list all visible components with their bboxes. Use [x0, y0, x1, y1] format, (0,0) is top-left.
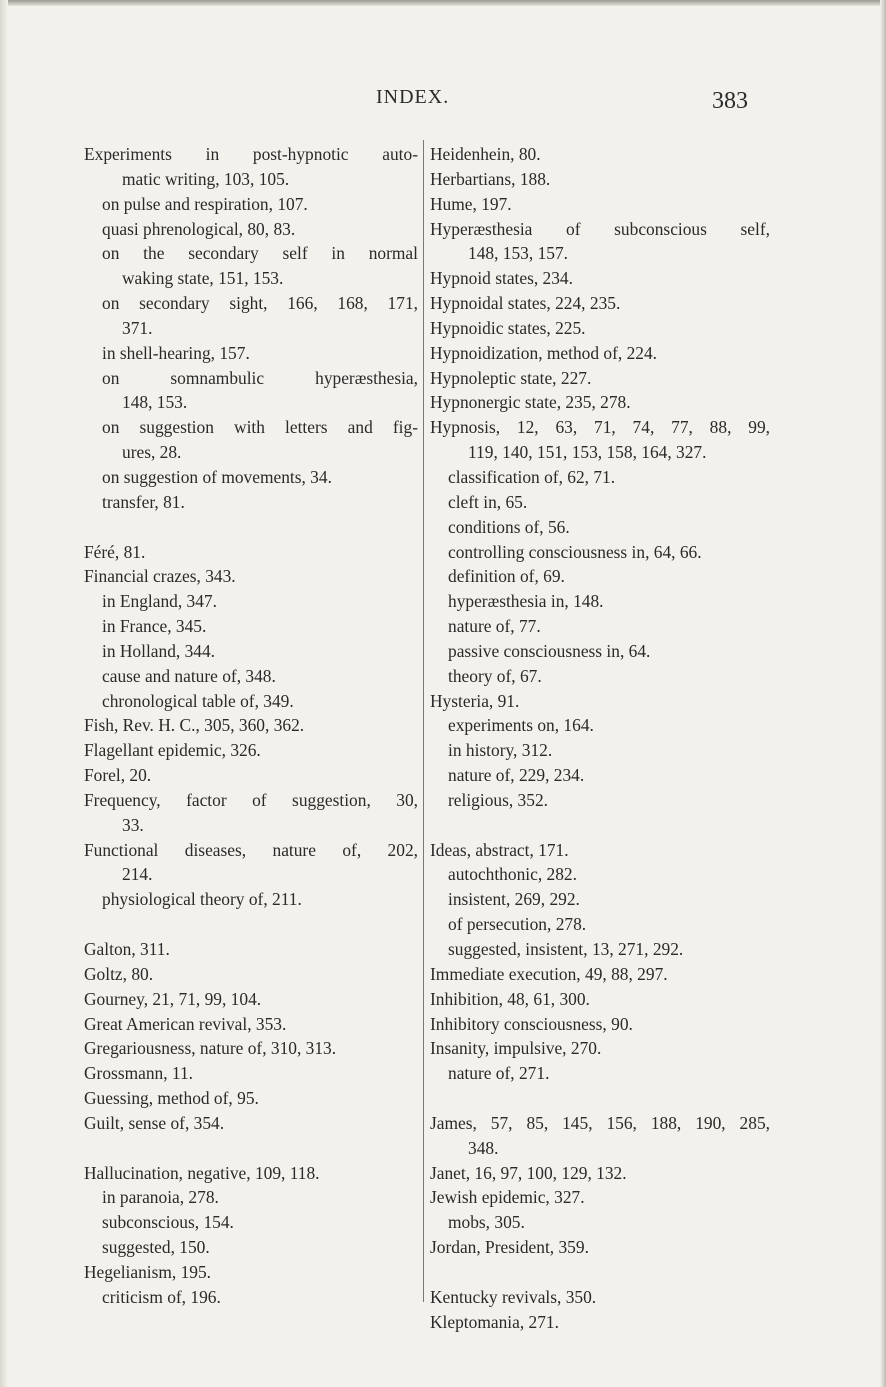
index-entry: Hypnoidal states, 224, 235. — [430, 293, 621, 314]
index-subentry: 214. — [122, 864, 153, 885]
index-entry: James, 57, 85, 145, 156, 188, 190, 285, — [430, 1112, 770, 1133]
index-entry: Frequency, factor of suggestion, 30, — [84, 789, 418, 810]
index-entry: Hypnoid states, 234. — [430, 268, 573, 289]
index-subentry: religious, 352. — [448, 789, 548, 810]
index-column-left — [84, 142, 418, 1310]
index-subentry: 148, 153, 157. — [468, 243, 568, 264]
index-subentry: conditions of, 56. — [448, 516, 570, 537]
index-entry: Féré, 81. — [84, 541, 146, 562]
index-entry: Functional diseases, nature of, 202, — [84, 839, 418, 860]
index-subentry: on suggestion of movements, 34. — [102, 466, 332, 487]
index-subentry: 371. — [122, 317, 153, 338]
index-subentry: of persecution, 278. — [448, 914, 587, 935]
index-entry: Guessing, method of, 95. — [84, 1088, 259, 1109]
page-edge-top — [0, 0, 886, 6]
index-entry: Kleptomania, 271. — [430, 1311, 559, 1332]
index-gap — [430, 1086, 770, 1111]
index-gap — [84, 912, 418, 937]
index-entry: Hysteria, 91. — [430, 690, 520, 711]
index-entry: Great American revival, 353. — [84, 1013, 287, 1034]
index-entry: Inhibition, 48, 61, 300. — [430, 988, 590, 1009]
index-subentry: experiments on, 164. — [448, 715, 594, 736]
index-entry: Inhibitory consciousness, 90. — [430, 1013, 633, 1034]
index-subentry: mobs, 305. — [448, 1212, 525, 1233]
index-entry: Jewish epidemic, 327. — [430, 1187, 585, 1208]
index-subentry: in France, 345. — [102, 616, 207, 637]
index-entry: Hallucination, negative, 109, 118. — [84, 1162, 320, 1183]
index-subentry: 148, 153. — [122, 392, 188, 413]
index-subentry: cleft in, 65. — [448, 491, 528, 512]
index-subentry: in paranoia, 278. — [102, 1187, 219, 1208]
index-entry: Kentucky revivals, 350. — [430, 1286, 597, 1307]
index-subentry: on pulse and respiration, 107. — [102, 193, 308, 214]
index-entry: Hume, 197. — [430, 193, 512, 214]
index-subentry: in history, 312. — [448, 740, 553, 761]
index-entry: Hypnosis, 12, 63, 71, 74, 77, 88, 99, — [430, 417, 770, 438]
index-subentry: in Holland, 344. — [102, 640, 216, 661]
index-subentry: subconscious, 154. — [102, 1212, 234, 1233]
index-column-right — [430, 142, 770, 1335]
page-number: 383 — [712, 88, 748, 114]
index-subentry: 119, 140, 151, 153, 158, 164, 327. — [468, 442, 707, 463]
index-gap — [430, 1260, 770, 1285]
index-subentry: chronological table of, 349. — [102, 690, 294, 711]
index-entry: Herbartians, 188. — [430, 168, 551, 189]
index-subentry: controlling consciousness in, 64, 66. — [448, 541, 702, 562]
index-entry: Insanity, impulsive, 270. — [430, 1038, 602, 1059]
index-entry: Hyperæsthesia of subconscious self, — [430, 218, 770, 239]
index-subentry: matic writing, 103, 105. — [122, 168, 290, 189]
index-subentry: in England, 347. — [102, 591, 217, 612]
page-edge-right — [880, 0, 886, 1387]
index-entry: Galton, 311. — [84, 939, 170, 959]
index-subentry: waking state, 151, 153. — [122, 268, 284, 289]
index-subentry: criticism of, 196. — [102, 1286, 221, 1307]
column-divider — [423, 140, 424, 1302]
running-head: INDEX. — [376, 86, 450, 108]
index-entry: Immediate execution, 49, 88, 297. — [430, 963, 668, 984]
index-entry: Gourney, 21, 71, 99, 104. — [84, 988, 262, 1009]
index-entry: Ideas, abstract, 171. — [430, 839, 569, 860]
index-gap — [430, 813, 770, 838]
index-subentry: 348. — [468, 1137, 499, 1158]
index-subentry: hyperæsthesia in, 148. — [448, 591, 604, 612]
index-subentry: cause and nature of, 348. — [102, 665, 276, 686]
index-entry: Janet, 16, 97, 100, 129, 132. — [430, 1162, 627, 1183]
index-entry: Guilt, sense of, 354. — [84, 1112, 225, 1133]
index-subentry: transfer, 81. — [102, 491, 185, 512]
index-entry: Hypnonergic state, 235, 278. — [430, 392, 631, 413]
index-entry: Flagellant epidemic, 326. — [84, 740, 261, 761]
index-subentry: suggested, insistent, 13, 271, 292. — [448, 939, 684, 959]
index-entry: Fish, Rev. H. C., 305, 360, 362. — [84, 715, 305, 736]
index-subentry: nature of, 271. — [448, 1063, 550, 1084]
index-entry: Hypnoidization, method of, 224. — [430, 342, 658, 363]
index-subentry: nature of, 229, 234. — [448, 765, 585, 786]
index-subentry: autochthonic, 282. — [448, 864, 577, 885]
index-entry: Heidenhein, 80. — [430, 144, 541, 164]
index-subentry: classification of, 62, 71. — [448, 466, 616, 487]
index-subentry: definition of, 69. — [448, 566, 565, 587]
index-subentry: on secondary sight, 166, 168, 171, — [102, 293, 418, 314]
index-subentry: quasi phrenological, 80, 83. — [102, 218, 296, 239]
index-entry: Hypnoleptic state, 227. — [430, 367, 592, 388]
index-entry: Hegelianism, 195. — [84, 1261, 212, 1282]
index-subentry: ures, 28. — [122, 442, 182, 463]
index-subentry: passive consciousness in, 64. — [448, 640, 651, 661]
index-subentry: theory of, 67. — [448, 665, 542, 686]
index-subentry: 33. — [122, 814, 144, 835]
index-gap — [84, 515, 418, 540]
index-subentry: insistent, 269, 292. — [448, 889, 580, 910]
index-gap — [84, 1136, 418, 1161]
index-subentry: on suggestion with letters and fig- — [102, 417, 418, 438]
index-entry: Financial crazes, 343. — [84, 566, 236, 587]
index-entry: Forel, 20. — [84, 765, 152, 786]
index-subentry: physiological theory of, 211. — [102, 889, 302, 910]
index-entry: Goltz, 80. — [84, 963, 154, 984]
index-subentry: on the secondary self in normal — [102, 243, 418, 264]
index-entry: Grossmann, 11. — [84, 1063, 194, 1084]
index-entry: Gregariousness, nature of, 310, 313. — [84, 1038, 337, 1059]
page-edge-left — [0, 0, 8, 1387]
index-subentry: on somnambulic hyperæsthesia, — [102, 367, 418, 388]
index-subentry: nature of, 77. — [448, 616, 541, 637]
index-entry: Hypnoidic states, 225. — [430, 317, 586, 338]
index-subentry: in shell-hearing, 157. — [102, 342, 250, 363]
index-subentry: suggested, 150. — [102, 1237, 210, 1258]
index-entry: Experiments in post-hypnotic auto- — [84, 144, 418, 164]
index-entry: Jordan, President, 359. — [430, 1237, 589, 1258]
